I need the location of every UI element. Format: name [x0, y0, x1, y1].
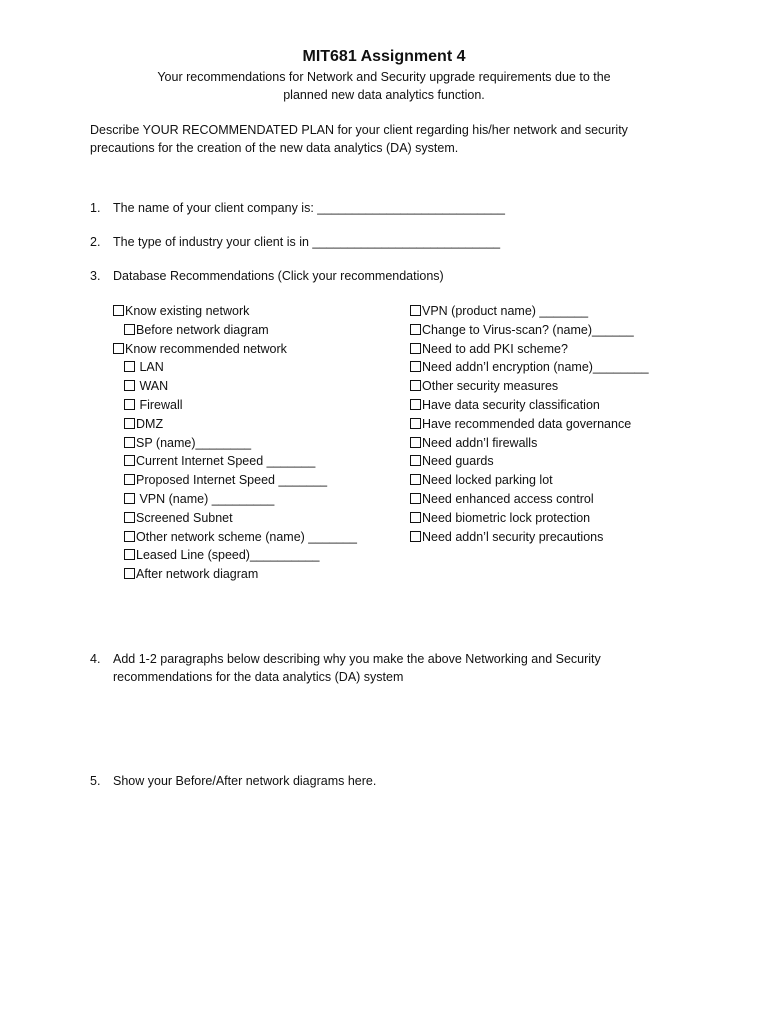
checkbox[interactable] — [410, 531, 421, 542]
option-label: Other network scheme (name) _______ — [136, 529, 357, 544]
question-text: Add 1-2 paragraphs below describing why you make the above Networking and Security recommendations for the data analytics (DA) system — [113, 652, 601, 684]
option-label: Screened Subnet — [136, 510, 233, 525]
option-label: SP (name)________ — [136, 435, 252, 450]
checkbox[interactable] — [410, 455, 421, 466]
option-label: After network diagram — [136, 567, 259, 582]
option-label: Need guards — [422, 454, 494, 469]
checkbox[interactable] — [410, 305, 421, 316]
option-data-governance[interactable] — [410, 415, 631, 433]
checkbox[interactable] — [124, 474, 135, 485]
option-biometric-lock[interactable] — [410, 509, 590, 527]
option-label: VPN (name) _________ — [136, 492, 275, 506]
option-label: WAN — [136, 379, 169, 394]
document-subtitle: Your recommendations for Network and Security upgrade requirements due to the planned new data analytics function. — [157, 70, 611, 102]
option-label: Change to Virus-scan? (name)______ — [422, 322, 634, 337]
option-vpn-product-name[interactable] — [410, 302, 588, 320]
checkbox[interactable] — [124, 493, 135, 504]
option-data-security-classification[interactable] — [410, 396, 600, 414]
checkbox[interactable] — [124, 549, 135, 560]
option-label: Proposed Internet Speed _______ — [136, 473, 328, 488]
option-lan[interactable] — [124, 358, 164, 376]
option-label: Need addn’l encryption (name)________ — [422, 360, 649, 375]
option-current-internet-speed[interactable] — [124, 452, 315, 470]
option-after-network-diagram[interactable] — [124, 565, 258, 583]
option-enhanced-access-control[interactable] — [410, 490, 594, 508]
option-isp-name[interactable] — [124, 434, 251, 452]
document-title: MIT681 Assignment 4 — [302, 48, 466, 65]
option-leased-line[interactable] — [124, 546, 320, 564]
option-label: Need locked parking lot — [422, 473, 553, 488]
question-text: The type of industry your client is in ___________________________ — [113, 235, 501, 249]
checkbox[interactable] — [124, 437, 135, 448]
question-number: 3. — [90, 269, 101, 283]
checkbox[interactable] — [410, 343, 421, 354]
checkbox[interactable] — [124, 531, 135, 542]
checkbox[interactable] — [410, 437, 421, 448]
question-text: Show your Before/After network diagrams here. — [113, 774, 377, 788]
option-before-network-diagram[interactable] — [124, 321, 269, 339]
option-firewall[interactable] — [124, 396, 183, 414]
option-proposed-internet-speed[interactable] — [124, 471, 327, 489]
option-label: Other security measures — [422, 379, 559, 394]
option-vpn-name[interactable] — [124, 490, 274, 508]
option-know-existing-network[interactable] — [113, 302, 249, 320]
option-label: Need enhanced access control — [422, 492, 594, 506]
option-label: Know existing network — [125, 304, 250, 318]
option-additional-firewalls[interactable] — [410, 434, 537, 452]
option-additional-security-precautions[interactable] — [410, 528, 603, 546]
checkbox[interactable] — [410, 380, 421, 391]
intro-paragraph: Describe YOUR RECOMMENDATED PLAN for your client regarding his/her network and security precautions for the creation of the new data analytics (DA) system. — [90, 123, 628, 155]
option-other-network-scheme[interactable] — [124, 528, 357, 546]
checkbox[interactable] — [410, 324, 421, 335]
option-wan[interactable] — [124, 377, 168, 395]
checkbox[interactable] — [124, 418, 135, 429]
option-label: VPN (product name) _______ — [422, 304, 589, 318]
option-label: Need biometric lock protection — [422, 510, 591, 525]
checkbox[interactable] — [124, 361, 135, 372]
option-add-pki-scheme[interactable] — [410, 340, 568, 358]
option-additional-encryption[interactable] — [410, 358, 649, 376]
option-label: Leased Line (speed)__________ — [136, 548, 320, 563]
option-know-recommended-network[interactable] — [113, 340, 287, 358]
checkbox[interactable] — [113, 305, 124, 316]
checkbox[interactable] — [124, 380, 135, 391]
option-label: LAN — [136, 360, 164, 375]
option-locked-parking-lot[interactable] — [410, 471, 553, 489]
checkbox[interactable] — [124, 324, 135, 335]
option-label: Need addn’l firewalls — [422, 435, 538, 450]
checkbox[interactable] — [410, 418, 421, 429]
checkbox[interactable] — [124, 455, 135, 466]
checkbox[interactable] — [410, 493, 421, 504]
checkbox[interactable] — [124, 399, 135, 410]
option-label: Know recommended network — [125, 341, 287, 356]
question-number: 5. — [90, 774, 101, 788]
question-number: 4. — [90, 652, 101, 666]
option-label: Have recommended data governance — [422, 416, 632, 431]
question-text: Database Recommendations (Click your recommendations) — [113, 269, 444, 283]
option-dmz[interactable] — [124, 415, 163, 433]
option-label: Have data security classification — [422, 398, 600, 412]
checkbox[interactable] — [410, 512, 421, 523]
checkbox[interactable] — [410, 399, 421, 410]
option-screened-subnet[interactable] — [124, 509, 233, 527]
checkbox[interactable] — [410, 361, 421, 372]
question-number: 2. — [90, 235, 101, 249]
option-label: DMZ — [136, 416, 164, 431]
option-label: Need to add PKI scheme? — [422, 341, 568, 356]
option-label: Need addn’l security precautions — [422, 529, 604, 544]
option-label: Current Internet Speed _______ — [136, 454, 316, 469]
checkbox[interactable] — [124, 568, 135, 579]
option-label: Before network diagram — [136, 322, 269, 337]
option-other-security-measures[interactable] — [410, 377, 558, 395]
option-need-guards[interactable] — [410, 452, 494, 470]
checkbox[interactable] — [410, 474, 421, 485]
checkbox[interactable] — [124, 512, 135, 523]
question-number: 1. — [90, 201, 101, 215]
option-label: Firewall — [136, 398, 183, 412]
checkbox[interactable] — [113, 343, 124, 354]
option-change-virus-scan[interactable] — [410, 321, 634, 339]
question-text: The name of your client company is: ___________________________ — [113, 201, 505, 215]
